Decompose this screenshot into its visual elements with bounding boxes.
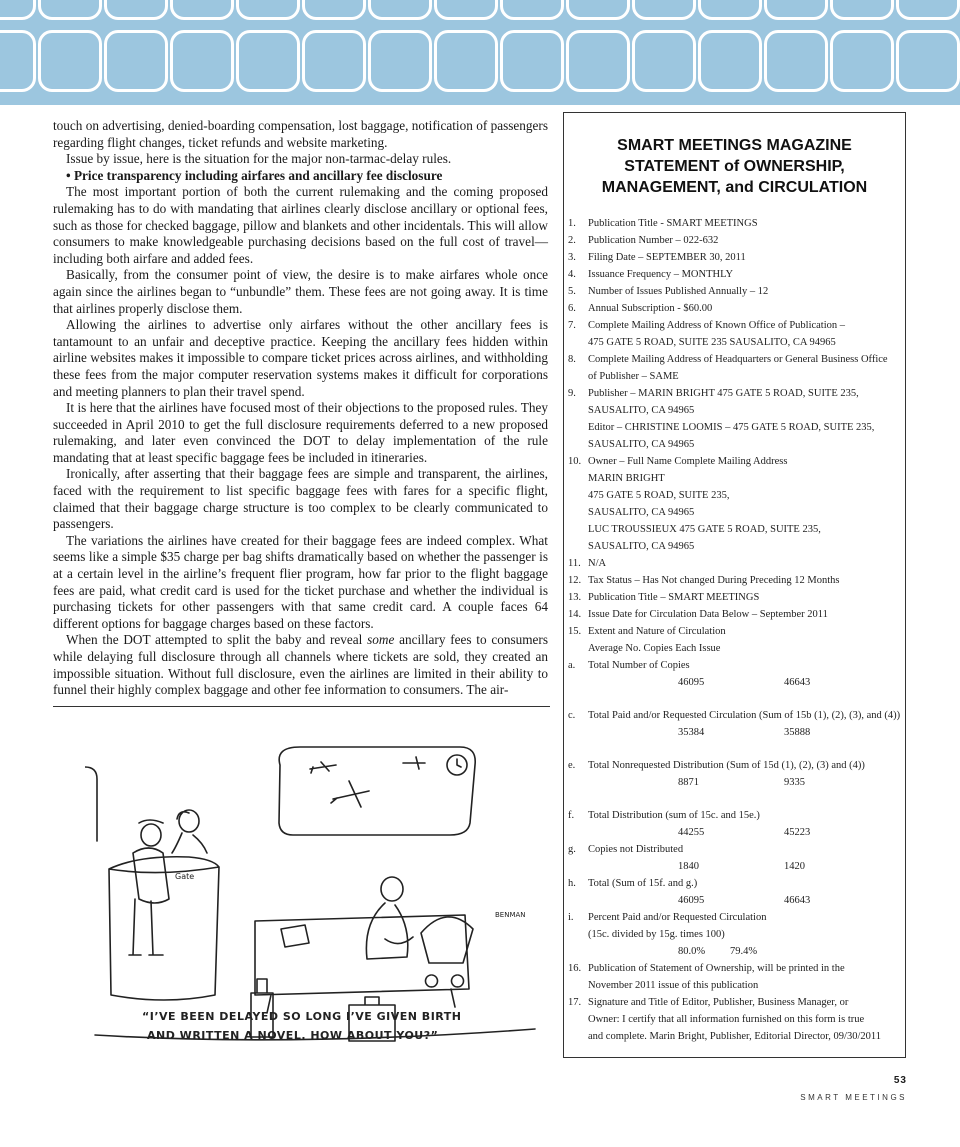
article-paragraph: Basically, from the consumer point of view, the desire is to make airfares whole once again since the airlines began to “unbundle” them. These fees are not going away. It is time that airlines properly disclose them. <box>53 267 548 316</box>
item-letter: e. <box>568 760 576 771</box>
item-text: Owner – Full Name Complete Mailing Address <box>588 456 788 467</box>
article-paragraph: It is here that the airlines have focused most of their objections to the proposed rules. They succeeded in April 2010 to get the full disclosure requirements deferred to a new proposed rulemaking, and later even convinced the DOT to delay implementation of the rule mandating that at least specific baggage fees be included in itineraries. <box>53 400 548 465</box>
airplane <box>310 762 336 773</box>
item-text: Publication of Statement of Ownership, will be printed in the <box>588 963 845 974</box>
item-number: 2. <box>568 235 576 246</box>
article-paragraph: touch on advertising, denied-boarding compensation, lost baggage, notification of passengers regarding flight changes, ticket refunds and website marketing. <box>53 118 548 150</box>
statement-title-line: STATEMENT of OWNERSHIP, <box>624 158 845 175</box>
laptop-icon <box>281 925 309 947</box>
item-number: 5. <box>568 286 576 297</box>
item-text: Publication Title - SMART MEETINGS <box>588 218 758 229</box>
airplane <box>403 757 425 769</box>
cartoon-caption-line1: “I’VE BEEN DELAYED SO LONG I’VE GIVEN BIRTH <box>142 1010 462 1023</box>
banner-tile <box>0 0 36 20</box>
banner-tile <box>302 0 366 20</box>
item-number: 10. <box>568 456 582 467</box>
banner-tile <box>698 0 762 20</box>
banner-tile <box>566 30 630 92</box>
item-number: 17. <box>568 997 582 1008</box>
banner-tile <box>38 0 102 20</box>
item-text: Owner: I certify that all information furnished on this form is true <box>588 1014 865 1025</box>
circulation-actual: 35888 <box>784 727 811 738</box>
statement-title-line: SMART MEETINGS MAGAZINE <box>617 137 852 154</box>
item-text: 475 GATE 5 ROAD, SUITE 235, <box>588 490 730 501</box>
banner-tile <box>170 30 234 92</box>
item-text: SAUSALITO, CA 94965 <box>588 439 695 450</box>
item-number: 8. <box>568 354 576 365</box>
cartoon-caption-line2: AND WRITTEN A NOVEL. HOW ABOUT YOU?” <box>147 1029 439 1042</box>
article-text: When the DOT attempted to split the baby and reveal <box>66 632 368 648</box>
item-letter: g. <box>568 844 576 855</box>
item-number: 3. <box>568 252 576 263</box>
item-text: Total Paid and/or Requested Circulation (Sum of 15b (1), (2), (3), and (4)) <box>588 710 901 721</box>
banner-tile <box>434 30 498 92</box>
banner-tile <box>434 0 498 20</box>
item-text: Complete Mailing Address of Known Office of Publication – <box>588 320 846 331</box>
banner-tile <box>830 0 894 20</box>
banner-tile <box>170 0 234 20</box>
banner-tile <box>764 0 828 20</box>
article-paragraph: The variations the airlines have created for their baggage fees are indeed complex. What seems like a simple $35 charge per bag shifts dramatically based on whether the passenger is at a certain level in the airline’s frequent flier program, how far prior to the flight baggage fees are paid, what credit card is used for the ticket purchase and whether the individual is purchasing tickets for other passengers with that same credit card. A couple faces 64 different options for baggage charges based on these factors. <box>53 532 548 631</box>
item-text: (15c. divided by 15g. times 100) <box>588 929 725 940</box>
item-letter: c. <box>568 710 576 721</box>
article-subhead: • Price transparency including airfares and ancillary fee disclosure <box>66 167 443 183</box>
item-text: Annual Subscription - $60.00 <box>588 303 713 314</box>
item-text: LUC TROUSSIEUX 475 GATE 5 ROAD, SUITE 235, <box>588 524 821 535</box>
circulation-actual: 1420 <box>784 861 805 872</box>
item-text: Publication Number – 022-632 <box>588 235 719 246</box>
cartoonist-signature: BENMAN <box>495 911 526 919</box>
percent-average: 80.0% <box>678 946 706 957</box>
circulation-actual: 45223 <box>784 827 811 838</box>
publication-name: SMART MEETINGS <box>800 1093 907 1102</box>
article-paragraph <box>53 632 548 698</box>
item-number: 4. <box>568 269 576 280</box>
item-text: SAUSALITO, CA 94965 <box>588 541 695 552</box>
item-text: N/A <box>588 558 607 569</box>
banner-tile <box>896 0 960 20</box>
article-paragraph: Ironically, after asserting that their baggage fees are simple and transparent, the airlines, faced with the requirement to list specific baggage fees with fares for a specific flight, claimed that their baggage charge structure is too complex to be clearly communicated to passengers. <box>53 466 548 532</box>
item-letter: a. <box>568 660 576 671</box>
item-text: Editor – CHRISTINE LOOMIS – 475 GATE 5 ROAD, SUITE 235, <box>588 422 875 433</box>
item-text: Issue Date for Circulation Data Below – September 2011 <box>588 609 828 620</box>
item-number: 9. <box>568 388 576 399</box>
banner-tile <box>896 30 960 92</box>
item-letter: i. <box>568 912 574 923</box>
banner-tile <box>0 30 36 92</box>
banner-tile <box>632 30 696 92</box>
item-number: 16. <box>568 963 582 974</box>
item-number: 11. <box>568 558 581 569</box>
item-number: 6. <box>568 303 576 314</box>
item-text: Complete Mailing Address of Headquarters or General Business Office <box>588 354 888 365</box>
bench <box>255 915 469 1013</box>
item-text: Total Nonrequested Distribution (Sum of 15d (1), (2), (3) and (4)) <box>588 760 865 771</box>
item-text: and complete. Marin Bright, Publisher, Editorial Director, 09/30/2011 <box>588 1031 882 1042</box>
circulation-average: 44255 <box>678 827 705 838</box>
item-number: 1. <box>568 218 576 229</box>
banner-tile <box>302 30 366 92</box>
item-text: MARIN BRIGHT <box>588 473 665 484</box>
item-text: Extent and Nature of Circulation <box>588 626 726 637</box>
circulation-average: 8871 <box>678 777 699 788</box>
item-text: Issuance Frequency – MONTHLY <box>588 269 734 280</box>
page-number: 53 <box>893 1075 907 1086</box>
banner-tile <box>236 30 300 92</box>
item-text: Publisher – MARIN BRIGHT 475 GATE 5 ROAD, SUITE 235, <box>588 388 859 399</box>
article-paragraph: Issue by issue, here is the situation for the major non-tarmac-delay rules. <box>66 151 452 167</box>
passenger-woman <box>366 877 413 959</box>
item-number: 12. <box>568 575 582 586</box>
item-text: Publication Title – SMART MEETINGS <box>588 592 760 603</box>
item-text: of Publisher – SAME <box>588 371 679 382</box>
circulation-actual: 46643 <box>784 895 811 906</box>
section-divider <box>53 706 550 707</box>
airplane <box>331 781 369 807</box>
item-text: Copies not Distributed <box>588 844 684 855</box>
item-text: Number of Issues Published Annually – 12 <box>588 286 769 297</box>
desk-sign: Gate <box>175 872 195 881</box>
check-in-desk <box>109 857 219 1000</box>
statement-of-ownership-box <box>563 112 906 1058</box>
item-text: November 2011 issue of this publication <box>588 980 759 991</box>
statement-title-line: MANAGEMENT, and CIRCULATION <box>601 179 868 196</box>
item-text: Total Number of Copies <box>588 660 690 671</box>
header-banner <box>0 0 960 105</box>
item-text: SAUSALITO, CA 94965 <box>588 507 695 518</box>
arched-window <box>85 767 97 841</box>
banner-tile <box>368 30 432 92</box>
item-number: 7. <box>568 320 576 331</box>
statement-title <box>564 135 905 198</box>
circulation-average: 1840 <box>678 861 699 872</box>
item-text: 475 GATE 5 ROAD, SUITE 235 SAUSALITO, CA 94965 <box>588 337 836 348</box>
article-paragraph: Allowing the airlines to advertise only airfares without the other ancillary fees is tantamount to an unfair and deceptive practice. Keeping the ancillary fees hidden within airline websites makes it impossible to compare ticket prices across airlines, and withholding these fees from the major computer reservation systems makes it difficult for corporations and meeting planners to plan their travel spend. <box>53 317 548 399</box>
banner-tile <box>500 0 564 20</box>
circulation-average: 46095 <box>678 895 705 906</box>
clock-icon <box>447 755 467 775</box>
article-body <box>53 118 548 699</box>
circulation-average: 35384 <box>678 727 705 738</box>
banner-tile <box>830 30 894 92</box>
terminal-window <box>279 747 475 835</box>
circulation-average: 46095 <box>678 677 705 688</box>
article-text: ancillary fees to consumers while delaying full disclosure through all channels where tickets are sold, they created an impossible situation. Without full disclosure, even the airlines are limited in their ability to funnel their highly complex baggage and other fee information to consumers. The air- <box>53 632 548 698</box>
banner-tile <box>500 30 564 92</box>
item-text: Total Distribution (sum of 15c. and 15e.) <box>588 810 760 821</box>
passenger-man <box>129 820 169 955</box>
banner-tile <box>104 30 168 92</box>
item-text: Signature and Title of Editor, Publisher, Business Manager, or <box>588 997 849 1008</box>
item-number: 14. <box>568 609 582 620</box>
item-letter: f. <box>568 810 575 821</box>
item-text: Total (Sum of 15f. and g.) <box>588 878 698 889</box>
item-number: 15. <box>568 626 582 637</box>
banner-tile <box>38 30 102 92</box>
percent-actual: 79.4% <box>730 946 758 957</box>
banner-tile <box>698 30 762 92</box>
banner-tile <box>764 30 828 92</box>
item-text: SAUSALITO, CA 94965 <box>588 405 695 416</box>
banner-tile <box>236 0 300 20</box>
item-letter: h. <box>568 878 576 889</box>
item-text: Average No. Copies Each Issue <box>588 643 721 654</box>
item-text: Filing Date – SEPTEMBER 30, 2011 <box>588 252 746 263</box>
article-paragraph: The most important portion of both the current rulemaking and the coming proposed rulemaking has to do with mandating that airlines clearly disclose ancillary or optional fees, such as those for checked baggage, pillow and blankets and other incidentals. This will allow consumers to make knowledgeable purchasing decisions based on the full cost of travel—including both airfare and added fees. <box>53 184 548 266</box>
banner-tile <box>368 0 432 20</box>
banner-tile <box>104 0 168 20</box>
gate-agent <box>172 810 207 853</box>
item-text: Percent Paid and/or Requested Circulation <box>588 912 767 923</box>
item-number: 13. <box>568 592 582 603</box>
banner-tile <box>566 0 630 20</box>
banner-tile <box>632 0 696 20</box>
circulation-actual: 9335 <box>784 777 805 788</box>
item-text: Tax Status – Has Not changed During Preceding 12 Months <box>588 575 840 586</box>
article-emphasis: some <box>367 632 395 648</box>
circulation-actual: 46643 <box>784 677 811 688</box>
